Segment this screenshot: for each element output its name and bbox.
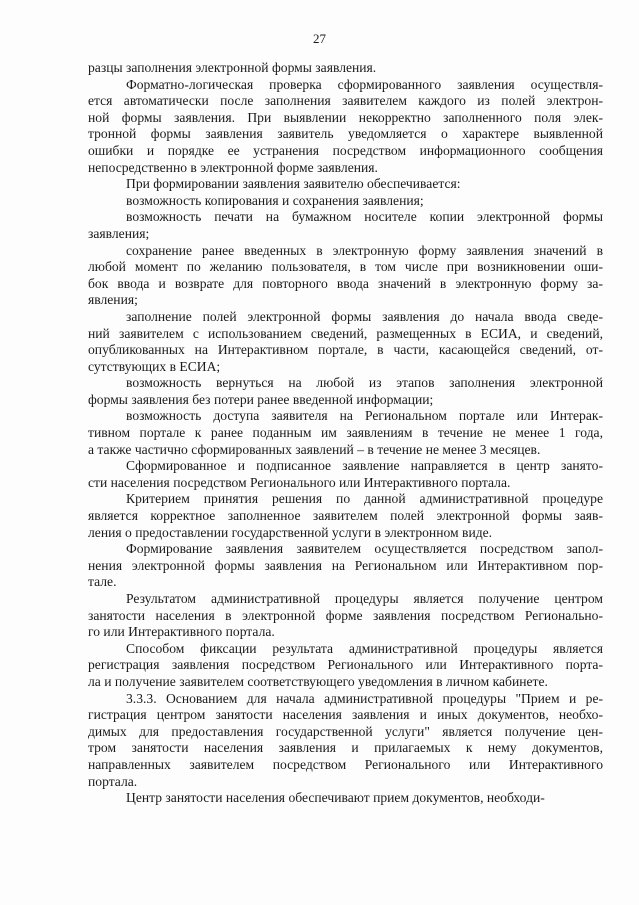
text-line: Критерием принятия решения по данной административной процедуре <box>126 491 603 507</box>
text-line: является корректное заполненное заявителем полей электронной формы заяв- <box>88 508 603 524</box>
text-line: тивном портале к ранее поданным им заявлениям в течение не менее 1 года, <box>88 425 603 441</box>
paragraph <box>88 458 603 491</box>
text-line: бок ввода и возврате для повторного ввода значений в электронную форму за- <box>88 275 603 291</box>
paragraph <box>88 790 603 807</box>
text-line: сохранение ранее введенных в электронную форму заявления значений в <box>126 242 603 258</box>
text-line: тром занятости населения заявления и прилагаемых к нему документов, <box>88 740 603 756</box>
text-line: нения электронной формы заявления на Региональном или Интерактивном пор- <box>88 557 603 573</box>
text-line: ошибки и порядке ее устранения посредством информационного сообщения <box>88 142 603 158</box>
text-line: непосредственно в электронной форме заявления. <box>88 159 378 175</box>
text-line: любой момент по желанию пользователя, в том числе при возникновении оши- <box>88 259 603 275</box>
text-line: Центр занятости населения обеспечивают прием документов, необходи- <box>126 790 545 806</box>
text-line: Сформированное и подписанное заявление направляется в центр занято- <box>126 458 603 474</box>
text-line: ний заявителем с использованием сведений, размещенных в ЕСИА, и сведений, <box>88 325 603 341</box>
text-line: сти населения посредством Регионального или Интерактивного портала. <box>88 474 511 490</box>
paragraph <box>88 375 603 408</box>
paragraph <box>88 491 603 541</box>
text-line: тале. <box>88 574 117 590</box>
text-line: ной формы заявления. При выявлении некорректно заполненного поля элек- <box>88 109 603 125</box>
text-line: занятости населения в электронной форме заявления посредством Регионально- <box>88 607 603 623</box>
text-line: Результатом административной процедуры является получение центром <box>126 591 603 606</box>
paragraph <box>88 541 603 591</box>
text-line: ется автоматически после заполнения заявителем каждого из полей электрон- <box>88 93 603 109</box>
text-line: го или Интерактивного портала. <box>88 624 275 640</box>
text-line: портала. <box>88 773 138 789</box>
text-line: При формировании заявления заявителю обеспечивается: <box>126 176 461 192</box>
text-line: разцы заполнения электронной формы заявления. <box>88 60 377 75</box>
text-line: заявления; <box>88 225 150 241</box>
paragraph <box>88 591 603 641</box>
text-line: а также частично сформированных заявлений – в течение не менее 3 месяцев. <box>88 441 541 457</box>
paragraph <box>88 309 603 375</box>
text-line: 3.3.3. Основанием для начала административной процедуры "Прием и ре- <box>126 690 603 706</box>
text-line: димых для предоставления государственной услуги" является получение цен- <box>88 723 603 739</box>
text-line: тронной формы заявления заявитель уведомляется о характере выявленной <box>88 126 603 142</box>
paragraph <box>88 691 603 791</box>
text-line: ления о предоставлении государственной услуги в электронном виде. <box>88 524 493 540</box>
paragraph <box>88 641 603 691</box>
text-line: возможность печати на бумажном носителе копии электронной формы <box>126 209 603 225</box>
text-line: опубликованных на Интерактивном портале, в части, касающейся сведений, от- <box>88 342 603 358</box>
text-line: направленных заявителем посредством Регионального или Интерактивного <box>88 756 603 772</box>
text-line: сутствующих в ЕСИА; <box>88 358 221 374</box>
text-line: Способом фиксации результата административной процедуры является <box>126 640 603 656</box>
paragraph <box>88 408 603 458</box>
paragraph <box>88 60 603 77</box>
text-line: Форматно-логическая проверка сформированного заявления осуществля- <box>126 76 603 92</box>
text-line: Формирование заявления заявителем осуществляется посредством запол- <box>126 541 603 557</box>
text-line: возможность вернуться на любой из этапов заполнения электронной <box>126 375 603 391</box>
text-line: явления; <box>88 292 138 308</box>
text-line: возможность доступа заявителя на Региональном портале или Интерак- <box>126 408 603 424</box>
text-line: заполнение полей электронной формы заявления до начала ввода сведе- <box>126 308 603 324</box>
paragraph <box>88 243 603 309</box>
text-line: формы заявления без потери ранее введенной информации; <box>88 391 434 407</box>
text-line: гистрация центром занятости населения заявления и иных документов, необхо- <box>88 707 603 723</box>
text-line: возможность копирования и сохранения заявления; <box>126 192 424 208</box>
text-line: регистрация заявления посредством Регионального или Интерактивного порта- <box>88 657 603 673</box>
paragraph <box>88 77 603 177</box>
paragraph <box>88 176 603 193</box>
paragraph <box>88 209 603 242</box>
paragraph <box>88 193 603 210</box>
text-line: ла и получение заявителем соответствующего уведомления в личном кабинете. <box>88 673 548 689</box>
document-body <box>88 60 603 807</box>
page-number: 27 <box>313 31 326 46</box>
